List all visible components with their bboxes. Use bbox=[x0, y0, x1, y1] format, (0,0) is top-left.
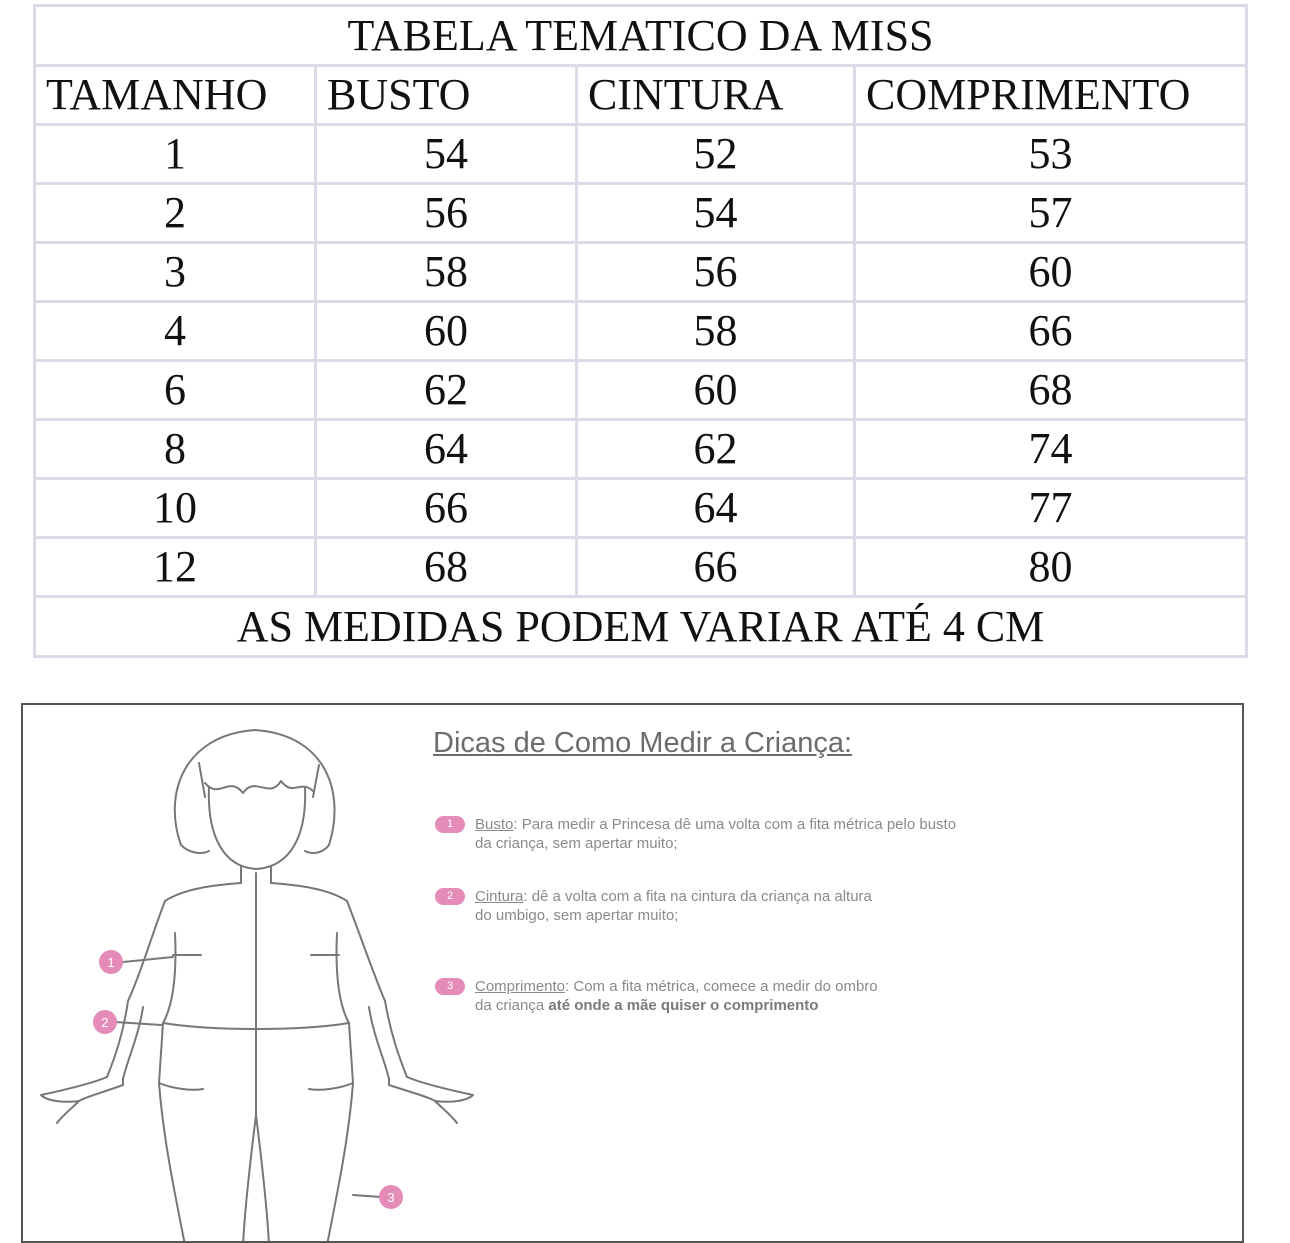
table-row bbox=[35, 479, 1247, 538]
cell-cintura: 52 bbox=[577, 125, 855, 184]
cell-busto: 68 bbox=[316, 538, 577, 597]
cell-comprimento: 80 bbox=[855, 538, 1247, 597]
cell-busto: 58 bbox=[316, 243, 577, 302]
cell-comprimento: 53 bbox=[855, 125, 1247, 184]
cell-busto: 64 bbox=[316, 420, 577, 479]
tip-busto bbox=[435, 815, 956, 853]
tip-text-line1: : dê a volta com a fita na cintura da criança na altura bbox=[523, 888, 872, 905]
cell-comprimento: 60 bbox=[855, 243, 1247, 302]
right-hand bbox=[389, 1077, 473, 1123]
cell-tamanho: 3 bbox=[35, 243, 316, 302]
header-comprimento: COMPRIMENTO bbox=[855, 66, 1247, 125]
tip-number-badge: 3 bbox=[435, 978, 465, 995]
left-hand bbox=[41, 1077, 123, 1123]
bangs bbox=[205, 781, 313, 793]
cell-comprimento: 57 bbox=[855, 184, 1247, 243]
face-outline bbox=[209, 787, 305, 869]
cell-cintura: 58 bbox=[577, 302, 855, 361]
cell-busto: 62 bbox=[316, 361, 577, 420]
tip-number-badge: 1 bbox=[435, 816, 465, 833]
table-header-row bbox=[35, 66, 1247, 125]
header-tamanho: TAMANHO bbox=[35, 66, 316, 125]
table-row bbox=[35, 538, 1247, 597]
measuring-guide bbox=[21, 703, 1244, 1243]
marker-2-label: 2 bbox=[101, 1015, 109, 1030]
table-row bbox=[35, 243, 1247, 302]
tip-comprimento bbox=[435, 977, 878, 1015]
tip-text-line2: da criança bbox=[475, 997, 549, 1014]
cell-comprimento: 74 bbox=[855, 420, 1247, 479]
cell-tamanho: 6 bbox=[35, 361, 316, 420]
cell-cintura: 54 bbox=[577, 184, 855, 243]
tip-cintura bbox=[435, 887, 872, 925]
size-table bbox=[33, 4, 1248, 658]
cell-cintura: 62 bbox=[577, 420, 855, 479]
cell-cintura: 66 bbox=[577, 538, 855, 597]
cell-tamanho: 4 bbox=[35, 302, 316, 361]
tip-text-line2: do umbigo, sem apertar muito; bbox=[475, 907, 679, 924]
table-row bbox=[35, 361, 1247, 420]
cell-cintura: 64 bbox=[577, 479, 855, 538]
guide-title: Dicas de Como Medir a Criança: bbox=[433, 727, 853, 759]
header-busto: BUSTO bbox=[316, 66, 577, 125]
cell-tamanho: 10 bbox=[35, 479, 316, 538]
cell-tamanho: 1 bbox=[35, 125, 316, 184]
tip-label: Busto bbox=[475, 816, 514, 833]
table-title: TABELA TEMATICO DA MISS bbox=[35, 6, 1247, 66]
cell-busto: 60 bbox=[316, 302, 577, 361]
hair-outline bbox=[175, 730, 335, 853]
measure-markers bbox=[93, 950, 403, 1209]
cell-tamanho: 12 bbox=[35, 538, 316, 597]
header-cintura: CINTURA bbox=[577, 66, 855, 125]
cell-busto: 54 bbox=[316, 125, 577, 184]
cell-cintura: 56 bbox=[577, 243, 855, 302]
marker-1-label: 1 bbox=[107, 955, 115, 970]
tip-text-line1: : Para medir a Princesa dê uma volta com a fita métrica pelo busto bbox=[513, 816, 957, 833]
tip-text-line1: : Com a fita métrica, comece a medir do ombro bbox=[565, 978, 878, 995]
table-row bbox=[35, 125, 1247, 184]
cell-busto: 66 bbox=[316, 479, 577, 538]
right-arm-outer bbox=[271, 883, 407, 1077]
child-figure-illustration bbox=[23, 705, 493, 1243]
marker-3-label: 3 bbox=[387, 1190, 395, 1205]
table-footer-row bbox=[35, 597, 1247, 657]
tip-number-badge: 2 bbox=[435, 888, 465, 905]
cell-comprimento: 77 bbox=[855, 479, 1247, 538]
cell-tamanho: 2 bbox=[35, 184, 316, 243]
tip-text-line2: da criança, sem apertar muito; bbox=[475, 835, 678, 852]
table-row bbox=[35, 184, 1247, 243]
table-row bbox=[35, 302, 1247, 361]
table-footer-note: AS MEDIDAS PODEM VARIAR ATÉ 4 CM bbox=[35, 597, 1247, 657]
cell-tamanho: 8 bbox=[35, 420, 316, 479]
cell-comprimento: 68 bbox=[855, 361, 1247, 420]
tip-label: Comprimento bbox=[475, 978, 566, 995]
table-row bbox=[35, 420, 1247, 479]
cell-comprimento: 66 bbox=[855, 302, 1247, 361]
cell-busto: 56 bbox=[316, 184, 577, 243]
tip-label: Cintura bbox=[475, 888, 524, 905]
tip-text-bold: até onde a mãe quiser o comprimento bbox=[548, 997, 819, 1014]
cell-cintura: 60 bbox=[577, 361, 855, 420]
table-title-row bbox=[35, 6, 1247, 66]
